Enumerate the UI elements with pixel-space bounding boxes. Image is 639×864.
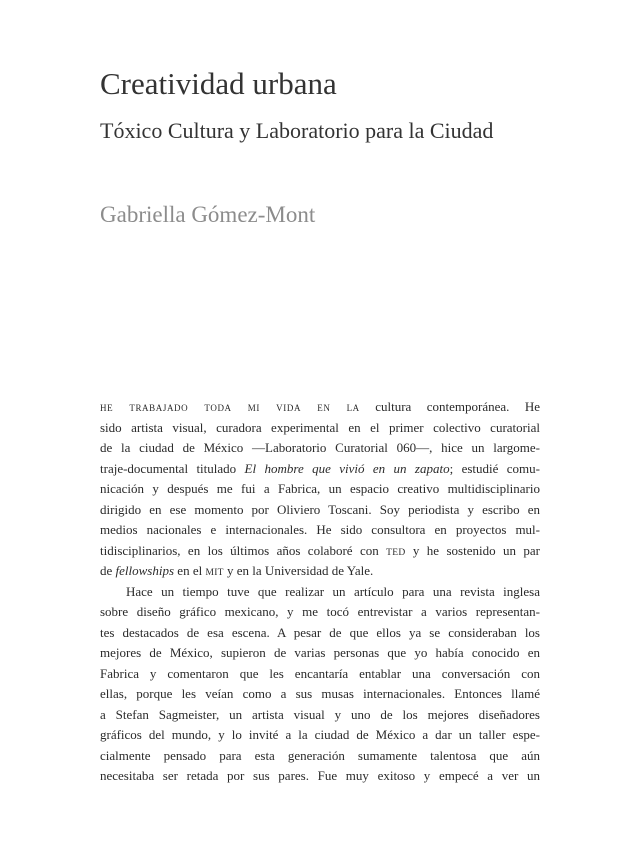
text-line: he trabajado toda mi vida en la cultura contemporánea. He — [100, 399, 540, 414]
body-text — [100, 397, 540, 787]
text-line: necesitaba ser retada por sus pares. Fue muy exitoso y empecé a ver un — [100, 768, 540, 783]
film-title: El hombre que vivió en un zapato — [244, 460, 450, 476]
author-name: Gabriella Gómez-Mont — [100, 202, 316, 227]
text-line: traje-documental titulado El hombre que vivió en un zapato; estudié comu- — [100, 460, 540, 476]
text-line: Fabrica y comentaron que les encantaría entablar una conversación con — [100, 665, 540, 681]
chapter-subtitle: Tóxico Cultura y Laboratorio para la Ciudad — [100, 118, 494, 143]
text-line: dirigido en ese momento por Oliviero Toscani. Soy periodista y escribo en — [100, 501, 540, 517]
text-line: sobre diseño gráfico mexicano, y me tocó entrevistar a varios representan- — [100, 604, 540, 619]
lead-in: he trabajado toda mi vida en la — [100, 399, 360, 414]
text-line: medios nacionales e internacionales. He sido consultora en proyectos mul- — [100, 522, 540, 537]
acronym: TED — [386, 547, 406, 558]
text-line: tidisciplinarios, en los últimos años colaboré con TED y he sostenido un par — [100, 542, 540, 558]
text-line: sido artista visual, curadora experimental en el primer colectivo curatorial — [100, 419, 540, 435]
text-line: Hace un tiempo tuve que realizar un artículo para una revista inglesa — [126, 583, 540, 599]
paragraph-1 — [100, 397, 540, 582]
text-line: a Stefan Sagmeister, un artista visual y uno de los mejores diseñadores — [100, 706, 540, 722]
text-line: de fellowships en el MIT y en la Universidad de Yale. — [100, 563, 374, 578]
chapter-title: Creatividad urbana — [100, 66, 337, 101]
text-line: mejores de México, supieron de varias personas que yo había conocido en — [100, 645, 540, 660]
acronym: MIT — [205, 568, 224, 578]
text-line: nicación y después me fui a Fabrica, un espacio creativo multidisciplinario — [100, 481, 540, 496]
text-line: de la ciudad de México —Laboratorio Curatorial 060—, hice un largome- — [100, 440, 540, 455]
text-line: ellas, porque les veían como a sus musas internacionales. Entonces llamé — [100, 686, 540, 701]
paragraph-2 — [100, 582, 540, 787]
text-line: tes destacados de esa escena. A pesar de que ellos ya se consideraban los — [100, 624, 540, 640]
text-line: cialmente pensado para esta generación sumamente talentosa que aún — [100, 747, 540, 763]
text-line: gráficos del mundo, y lo invité a la ciudad de México a dar un taller espe- — [100, 727, 540, 742]
